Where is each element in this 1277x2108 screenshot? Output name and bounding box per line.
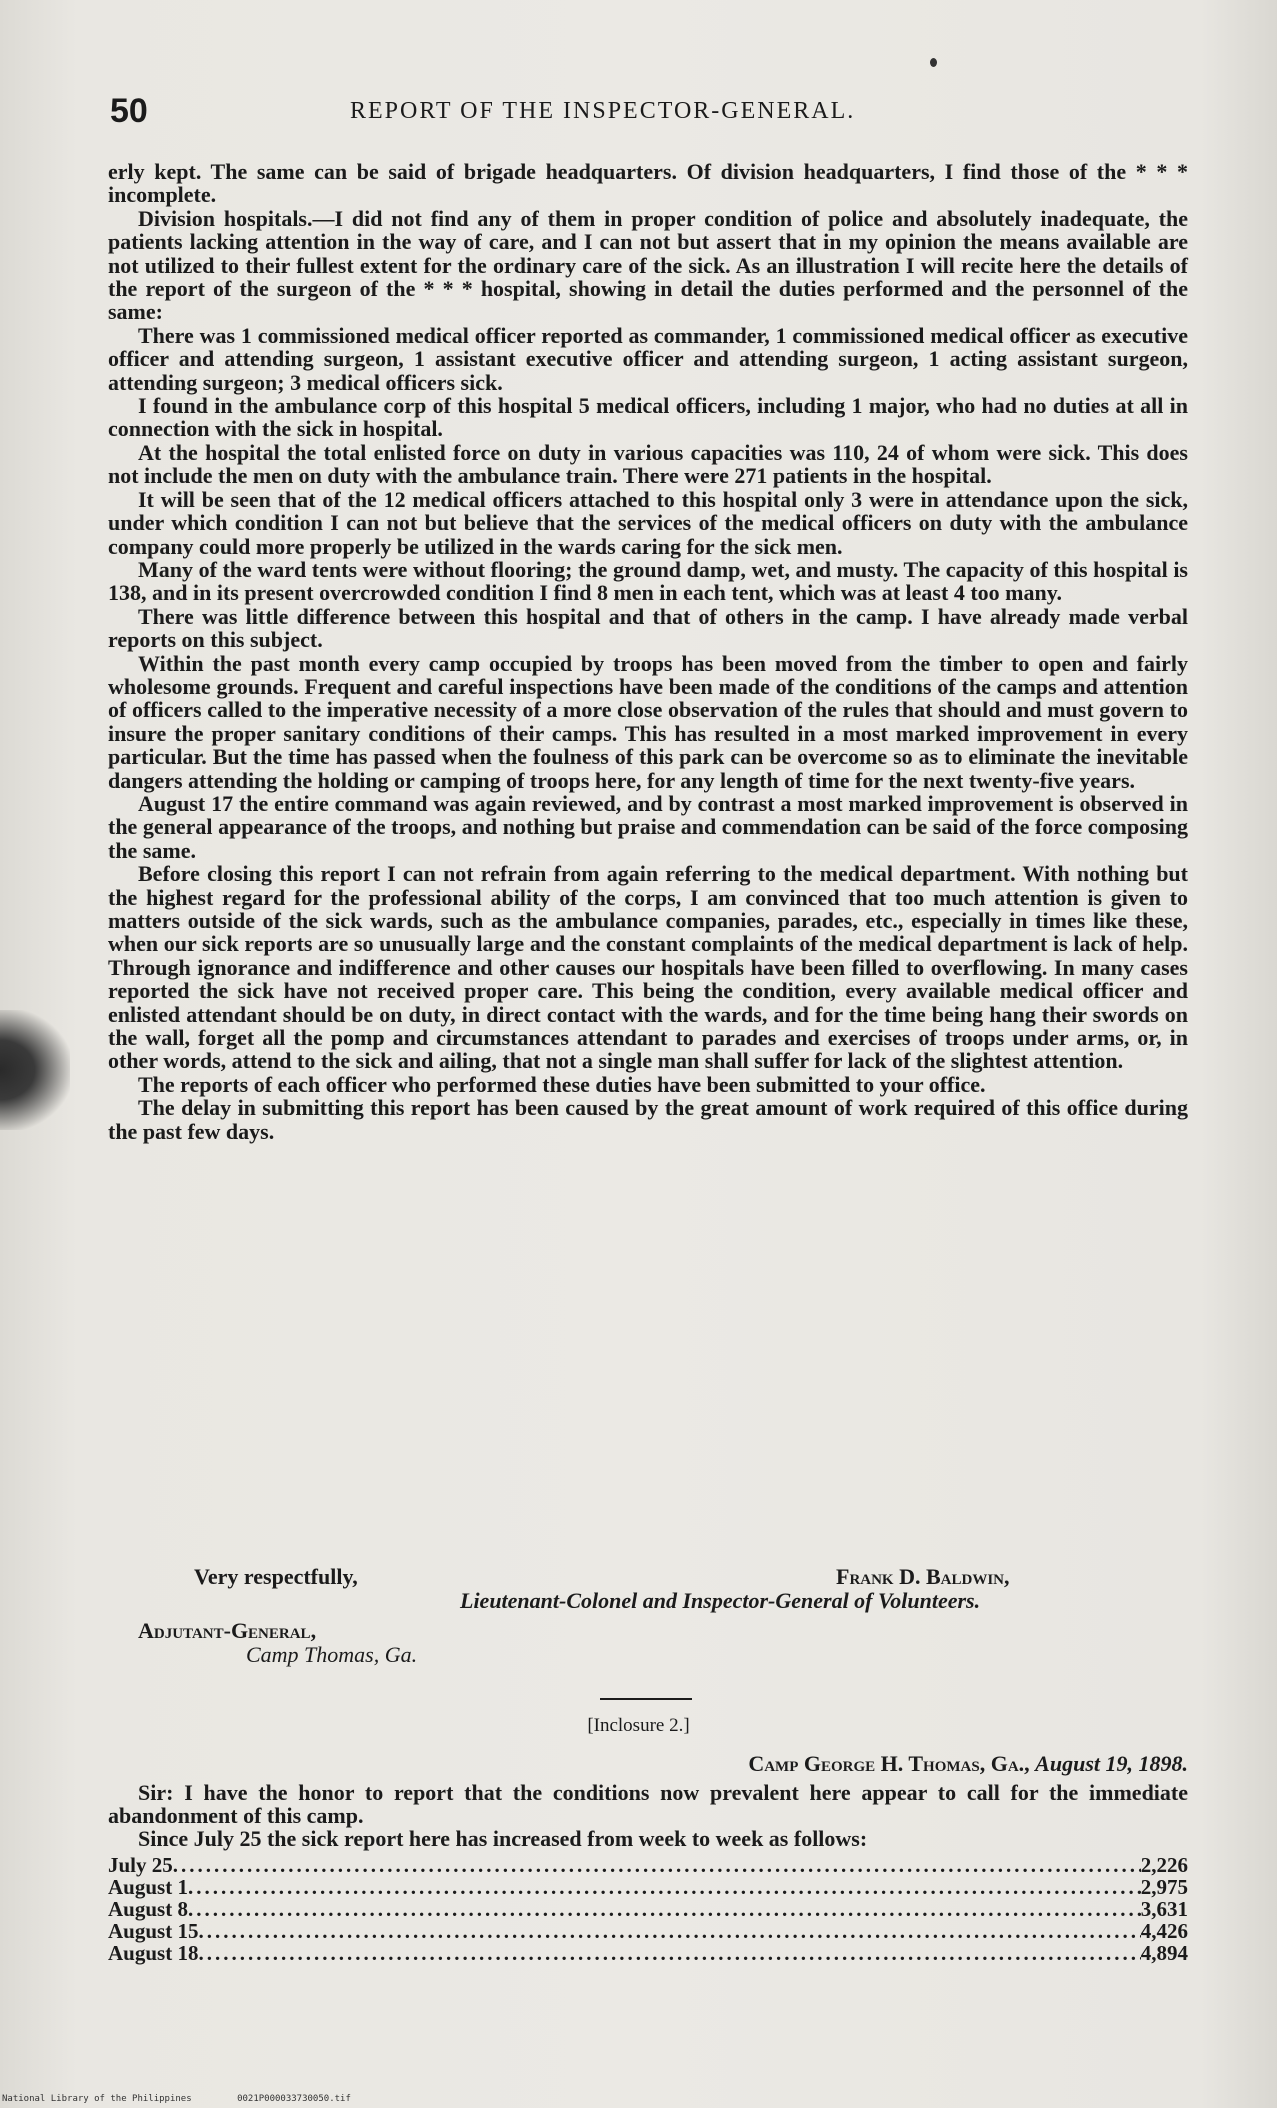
dot-leader [173,1854,1141,1876]
paragraph: August 17 the entire command was again reviewed, and by contrast a most marked improvement is observed in the general appearance of the troops, and nothing but praise and commendation can be said of the force composing the same. [108,790,1188,863]
paragraph: It will be seen that of the 12 medical officers attached to this hospital only 3 were in attendance upon the sick, under which condition I can not but believe that the services of the medical officers on duty with the ambulance company could more properly be utilized in the wards caring for the sick men. [108,486,1188,559]
paragraph: Before closing this report I can not refrain from again referring to the medical department. With nothing but the highest regard for the professional ability of the corps, I am convinced that too much attention is given to matters outside of the sick wards, such as the ambulance companies, parades, etc., especially in times like these, when our sick reports are so unusually large and the constant complaints of the medical department is lack of help. Through ignorance and indifference and other causes our hospitals have been filled to overflowing. In many cases reported the sick have not received proper care. This being the condition, every available medical officer and enlisted attendant should be on duty, in direct contact with the wards, and for the time being hang their swords on the wall, forget all the pomp and circumstances attendant to parades and exercises of troops under arms, or, in other words, attend to the sick and ailing, that not a single man shall suffer for lack of the slightest attention. [108,861,1188,1074]
scan-speck [930,58,937,67]
dateline-date: August 19, 1898. [1035,1751,1188,1776]
paragraph: At the hospital the total enlisted force on duty in various capacities was 110, 24 of whom were sick. This does not include the men on duty with the ambulance train. There were 271 patients in the hospital. [108,439,1188,489]
page-number: 50 [110,92,148,130]
dot-leader [198,1920,1140,1942]
paragraph: The reports of each officer who performed these duties have been submitted to your office. [138,1071,986,1097]
paragraph: I found in the ambulance corp of this hospital 5 medical officers, including 1 major, who had no duties at all in connection with the sick in hospital. [108,393,1188,442]
paragraph: There was little difference between this hospital and that of others in the camp. I have already made verbal reports on this subject. [108,603,1188,653]
signer-name: Frank D. Baldwin, [836,1564,1010,1589]
row-count: 2,226 [1140,1853,1188,1877]
paragraph: erly kept. The same can be said of brigade headquarters. Of division headquarters, I find those of the * * * incomplete. [108,159,1188,208]
closing: Very respectfully, [194,1564,358,1589]
dot-leader [198,1942,1140,1964]
table-row [108,1898,1188,1920]
table-row [108,1942,1188,1964]
row-date: August 1 [108,1875,188,1899]
signer-title: Lieutenant-Colonel and Inspector-General of Volunteers. [460,1588,981,1613]
dot-leader [188,1876,1141,1898]
paragraph: Division hospitals.—I did not find any of them in proper condition of police and absolutely inadequate, the patients lacking attention in the way of care, and I can not but assert that in my opinion the means available are not utilized to their fullest extent for the ordinary care of the sick. As an illustration I will recite here the details of the report of the surgeon of the * * * hospital, showing in detail the duties performed and the personnel of the same: [108,205,1188,325]
row-count: 2,975 [1140,1875,1188,1899]
table-row [108,1854,1188,1876]
report-body [108,160,1188,1143]
sick-report-table [108,1854,1188,1964]
scan-footer [2,2094,391,2104]
row-count: 4,894 [1140,1941,1188,1965]
footer-file: 0021P000033730050.tif [237,2094,351,2104]
letter-paragraph-text: I have the honor to report that the conditions now prevalent here appear to call for the immediate abandonment of this camp. [108,1780,1189,1828]
footer-library: National Library of the Philippines [2,2094,192,2104]
letter-paragraph [108,1781,1188,1827]
page-header [110,92,1180,132]
row-date: July 25 [108,1853,173,1877]
inclosure-label: [Inclosure 2.] [587,1715,690,1736]
dateline-place: Camp George H. Thomas, Ga., [748,1751,1030,1776]
paragraph: Within the past month every camp occupied by troops has been moved from the timber to open and fairly wholesome grounds. Frequent and careful inspections have been made of the conditions of the camps and attention of officers called to the imperative necessity of a more close observation of the rules that should and must govern to insure the proper sanitary conditions of their camps. This has resulted in a most marked improvement in every particular. But the time has passed when the foulness of this park can be overcome so as to eliminate the inevitable dangers attending the holding or camping of troops here, for any length of time for the next twenty-five years. [108,650,1188,793]
dot-leader [188,1898,1141,1920]
section-divider [600,1698,692,1700]
scan-shadow [0,1010,70,1130]
running-head: REPORT OF THE INSPECTOR-GENERAL. [350,98,856,124]
addressee-location: Camp Thomas, Ga. [246,1642,418,1667]
row-date: August 8 [108,1897,188,1921]
salutation: Sir: [138,1780,174,1805]
row-count: 3,631 [1140,1897,1188,1921]
row-count: 4,426 [1140,1919,1188,1943]
paragraph: The delay in submitting this report has been caused by the great amount of work required of this office during the past few days. [108,1095,1188,1144]
paragraph: Many of the ward tents were without flooring; the ground damp, wet, and musty. The capacity of this hospital is 138, and in its present overcrowded condition I find 8 men in each tent, which was at least 4 too many. [108,556,1188,606]
table-row [108,1920,1188,1942]
letter-paragraph: Since July 25 the sick report here has increased from week to week as follows: [138,1826,868,1851]
table-row [108,1876,1188,1898]
row-date: August 18 [108,1941,199,1965]
addressee: Adjutant-General, [138,1618,317,1643]
paragraph: There was 1 commissioned medical officer reported as commander, 1 commissioned medical officer as executive officer and attending surgeon, 1 assistant executive officer and attending surgeon, 1 acting assistant surgeon, attending surgeon; 3 medical officers sick. [108,322,1188,395]
dateline [108,1752,1188,1775]
inclosure-letter [108,1752,1188,1964]
row-date: August 15 [108,1919,199,1943]
